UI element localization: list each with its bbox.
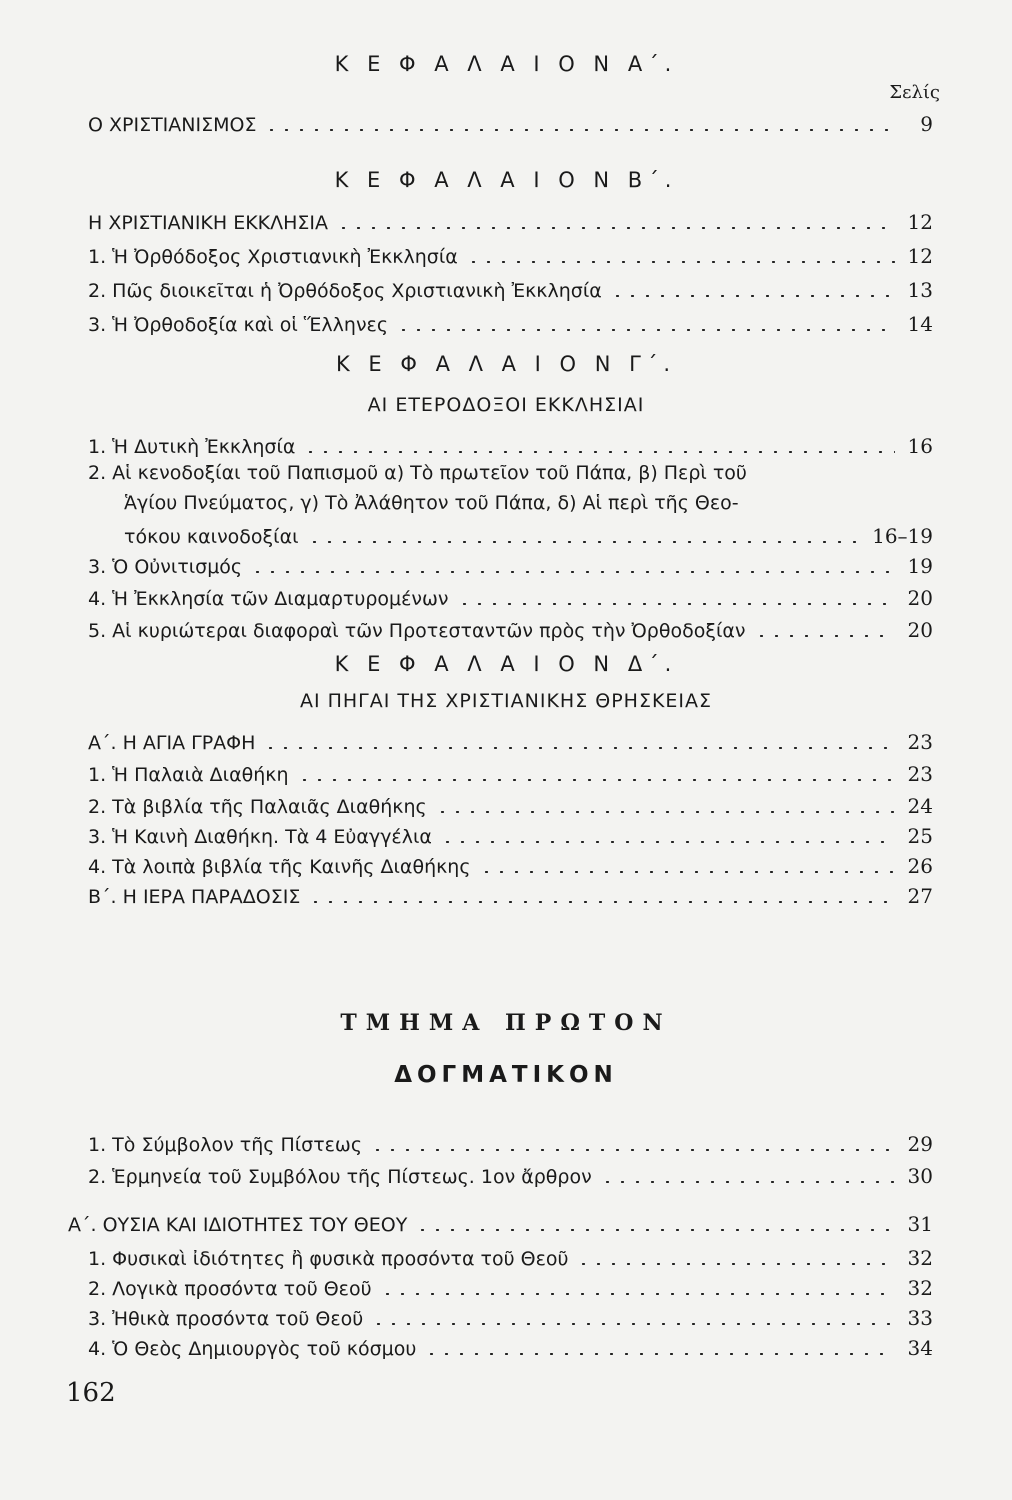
toc-entry-label: 1. Ἡ Δυτικὴ Ἐκκλησία (88, 436, 296, 458)
toc-entry-page: 31 (907, 1212, 933, 1236)
toc-entry-page: 13 (907, 278, 933, 302)
toc-entry (88, 1270, 933, 1300)
toc-entry-label: 4. Τὰ λοιπὰ βιβλία τῆς Καινῆς Διαθήκης (88, 856, 471, 878)
toc-entry-page: 26 (907, 854, 933, 878)
toc-entry-page: 27 (907, 884, 933, 908)
toc-entry-label: 2. Πῶς διοικεῖται ἡ Ὀρθόδοξος Χριστιανικὴ Ἐκκλησία (88, 280, 602, 302)
toc-entry-label: 3. Ἡ Καινὴ Διαθήκη. Τὰ 4 Εὐαγγέλια (88, 826, 432, 848)
chapter-a-heading: Κ Ε Φ Α Λ Α Ι Ο Ν Α΄. (334, 52, 678, 76)
toc-entry-label: Α΄. Η ΑΓΙΑ ΓΡΑΦΗ (88, 732, 256, 754)
section-subtitle: ΔΟΓΜΑΤΙΚΟΝ (394, 1062, 618, 1088)
toc-entry-page: 23 (907, 730, 933, 754)
toc-entry (88, 306, 933, 336)
toc-entry-multiline (88, 458, 848, 518)
page-column-label: Σελίς (889, 82, 940, 103)
page-number: 162 (66, 1378, 116, 1408)
toc-entry-label: 4. Ὁ Θεὸς Δημιουργὸς τοῦ κόσμου (88, 1338, 417, 1360)
toc-entry-label: 3. Ἡ Ὀρθοδοξία καὶ οἱ Ἕλληνες (88, 314, 388, 336)
dot-leader (466, 261, 895, 263)
toc-entry-label: 2. Αἱ κενοδοξίαι τοῦ Παπισμοῦ α) Τὸ πρωτεῖον τοῦ Πάπα, β) Περὶ τοῦ (88, 462, 747, 484)
chapter-b-heading: Κ Ε Φ Α Λ Α Ι Ο Ν Β΄. (334, 168, 678, 192)
toc-entry-label: Α΄. ΟΥΣΙΑ ΚΑΙ ΙΔΙΟΤΗΤΕΣ ΤΟΥ ΘΕΟΥ (68, 1214, 408, 1236)
toc-entry (88, 848, 933, 878)
dot-leader (263, 747, 895, 749)
dot-leader (610, 295, 895, 297)
toc-entry (88, 1158, 933, 1188)
toc-entry (124, 518, 933, 548)
toc-entry-label: 3. Ὁ Οὐνιτισμός (88, 556, 243, 578)
toc-entry-label: Ο ΧΡΙΣΤΙΑΝΙΣΜΟΣ (88, 114, 257, 136)
toc-entry-page: 24 (907, 794, 933, 818)
toc-entry-page: 16 (907, 434, 933, 458)
dot-leader (396, 329, 895, 331)
toc-entry-page: 14 (907, 312, 933, 336)
toc-entry (88, 238, 933, 268)
dot-leader (303, 451, 895, 453)
toc-entry (88, 612, 933, 642)
toc-entry (88, 1126, 933, 1156)
dot-leader (250, 571, 895, 573)
dot-leader (371, 1323, 895, 1325)
dot-leader (479, 871, 896, 873)
toc-entry-page: 33 (907, 1306, 933, 1330)
chapter-d-heading: Κ Ε Φ Α Λ Α Ι Ο Ν Δ΄. (334, 652, 678, 676)
dot-leader (370, 1149, 895, 1151)
dot-leader (380, 1293, 895, 1295)
toc-entry (88, 106, 933, 136)
toc-entry-label: Η ΧΡΙΣΤΙΑΝΙΚΗ ΕΚΚΛΗΣΙΑ (88, 212, 329, 234)
toc-entry-page: 32 (907, 1276, 933, 1300)
dot-leader (308, 901, 895, 903)
dot-leader (576, 1263, 895, 1265)
toc-entry-label: 2. Τὰ βιβλία τῆς Παλαιᾶς Διαθήκης (88, 796, 427, 818)
toc-entry-label: 3. Ἠθικὰ προσόντα τοῦ Θεοῦ (88, 1308, 364, 1330)
dot-leader (754, 635, 895, 637)
dot-leader (415, 1229, 895, 1231)
dot-leader (600, 1181, 895, 1183)
toc-entry-label: 1. Ἡ Παλαιὰ Διαθήκη (88, 764, 289, 786)
toc-entry (88, 580, 933, 610)
dot-leader (435, 811, 895, 813)
dot-leader (336, 227, 895, 229)
toc-entry (68, 1206, 933, 1236)
toc-entry-page: 30 (907, 1164, 933, 1188)
toc-entry (88, 878, 933, 908)
toc-entry-label: 4. Ἡ Ἐκκλησία τῶν Διαμαρτυρομένων (88, 588, 449, 610)
toc-entry-page: 12 (907, 210, 933, 234)
toc-entry-label-continuation: τόκου καινοδοξίαι (124, 526, 299, 548)
toc-entry (88, 428, 933, 458)
toc-entry-label: 2. Λογικὰ προσόντα τοῦ Θεοῦ (88, 1278, 372, 1300)
toc-entry-page: 20 (907, 618, 933, 642)
dot-leader (457, 603, 895, 605)
toc-entry-page: 9 (920, 112, 933, 136)
toc-entry-label-continuation: Ἁγίου Πνεύματος, γ) Τὸ Ἀλάθητον τοῦ Πάπα, δ) Αἱ περὶ τῆς Θεο- (124, 492, 739, 514)
toc-entry (88, 272, 933, 302)
toc-entry-page: 12 (907, 244, 933, 268)
toc-entry (88, 548, 933, 578)
toc-entry (88, 818, 933, 848)
toc-entry (88, 1300, 933, 1330)
toc-entry-page: 25 (907, 824, 933, 848)
toc-entry-label: 1. Ἡ Ὀρθόδοξος Χριστιανικὴ Ἐκκλησία (88, 246, 458, 268)
toc-entry-page: 16–19 (872, 524, 933, 548)
toc-entry-page: 20 (907, 586, 933, 610)
toc-entry-label: 1. Τὸ Σύμβολον τῆς Πίστεως (88, 1134, 362, 1156)
dot-leader (440, 841, 895, 843)
toc-entry-label: 1. Φυσικαὶ ἰδιότητες ἢ φυσικὰ προσόντα τοῦ Θεοῦ (88, 1248, 569, 1270)
toc-entry (88, 724, 933, 754)
section-title: ΤΜΗΜΑ ΠΡΩΤΟΝ (340, 1010, 672, 1036)
toc-entry-page: 29 (907, 1132, 933, 1156)
dot-leader (297, 779, 895, 781)
toc-entry-label: 2. Ἑρμηνεία τοῦ Συμβόλου τῆς Πίστεως. 1ον ἄρθρον (88, 1166, 592, 1188)
toc-entry (88, 1240, 933, 1270)
dot-leader (307, 541, 865, 543)
dot-leader (424, 1353, 895, 1355)
dot-leader (264, 129, 895, 131)
toc-entry (88, 1330, 933, 1360)
toc-entry-label: 5. Αἱ κυριώτεραι διαφοραὶ τῶν Προτεσταντῶν πρὸς τὴν Ὀρθοδοξίαν (88, 620, 746, 642)
chapter-c-heading: Κ Ε Φ Α Λ Α Ι Ο Ν Γ΄. (335, 352, 677, 376)
toc-entry-page: 23 (907, 762, 933, 786)
toc-entry-page: 32 (907, 1246, 933, 1270)
toc-entry-page: 34 (907, 1336, 933, 1360)
toc-entry-page: 19 (907, 554, 933, 578)
toc-entry-label: Β΄. Η ΙΕΡΑ ΠΑΡΑΔΟΣΙΣ (88, 886, 301, 908)
chapter-d-subheading: ΑΙ ΠΗΓΑΙ ΤΗΣ ΧΡΙΣΤΙΑΝΙΚΗΣ ΘΡΗΣΚΕΙΑΣ (299, 690, 713, 712)
chapter-c-subheading: ΑΙ ΕΤΕΡΟΔΟΞΟΙ ΕΚΚΛΗΣΙΑΙ (367, 394, 645, 416)
toc-entry (88, 788, 933, 818)
toc-entry (88, 204, 933, 234)
toc-entry (88, 756, 933, 786)
